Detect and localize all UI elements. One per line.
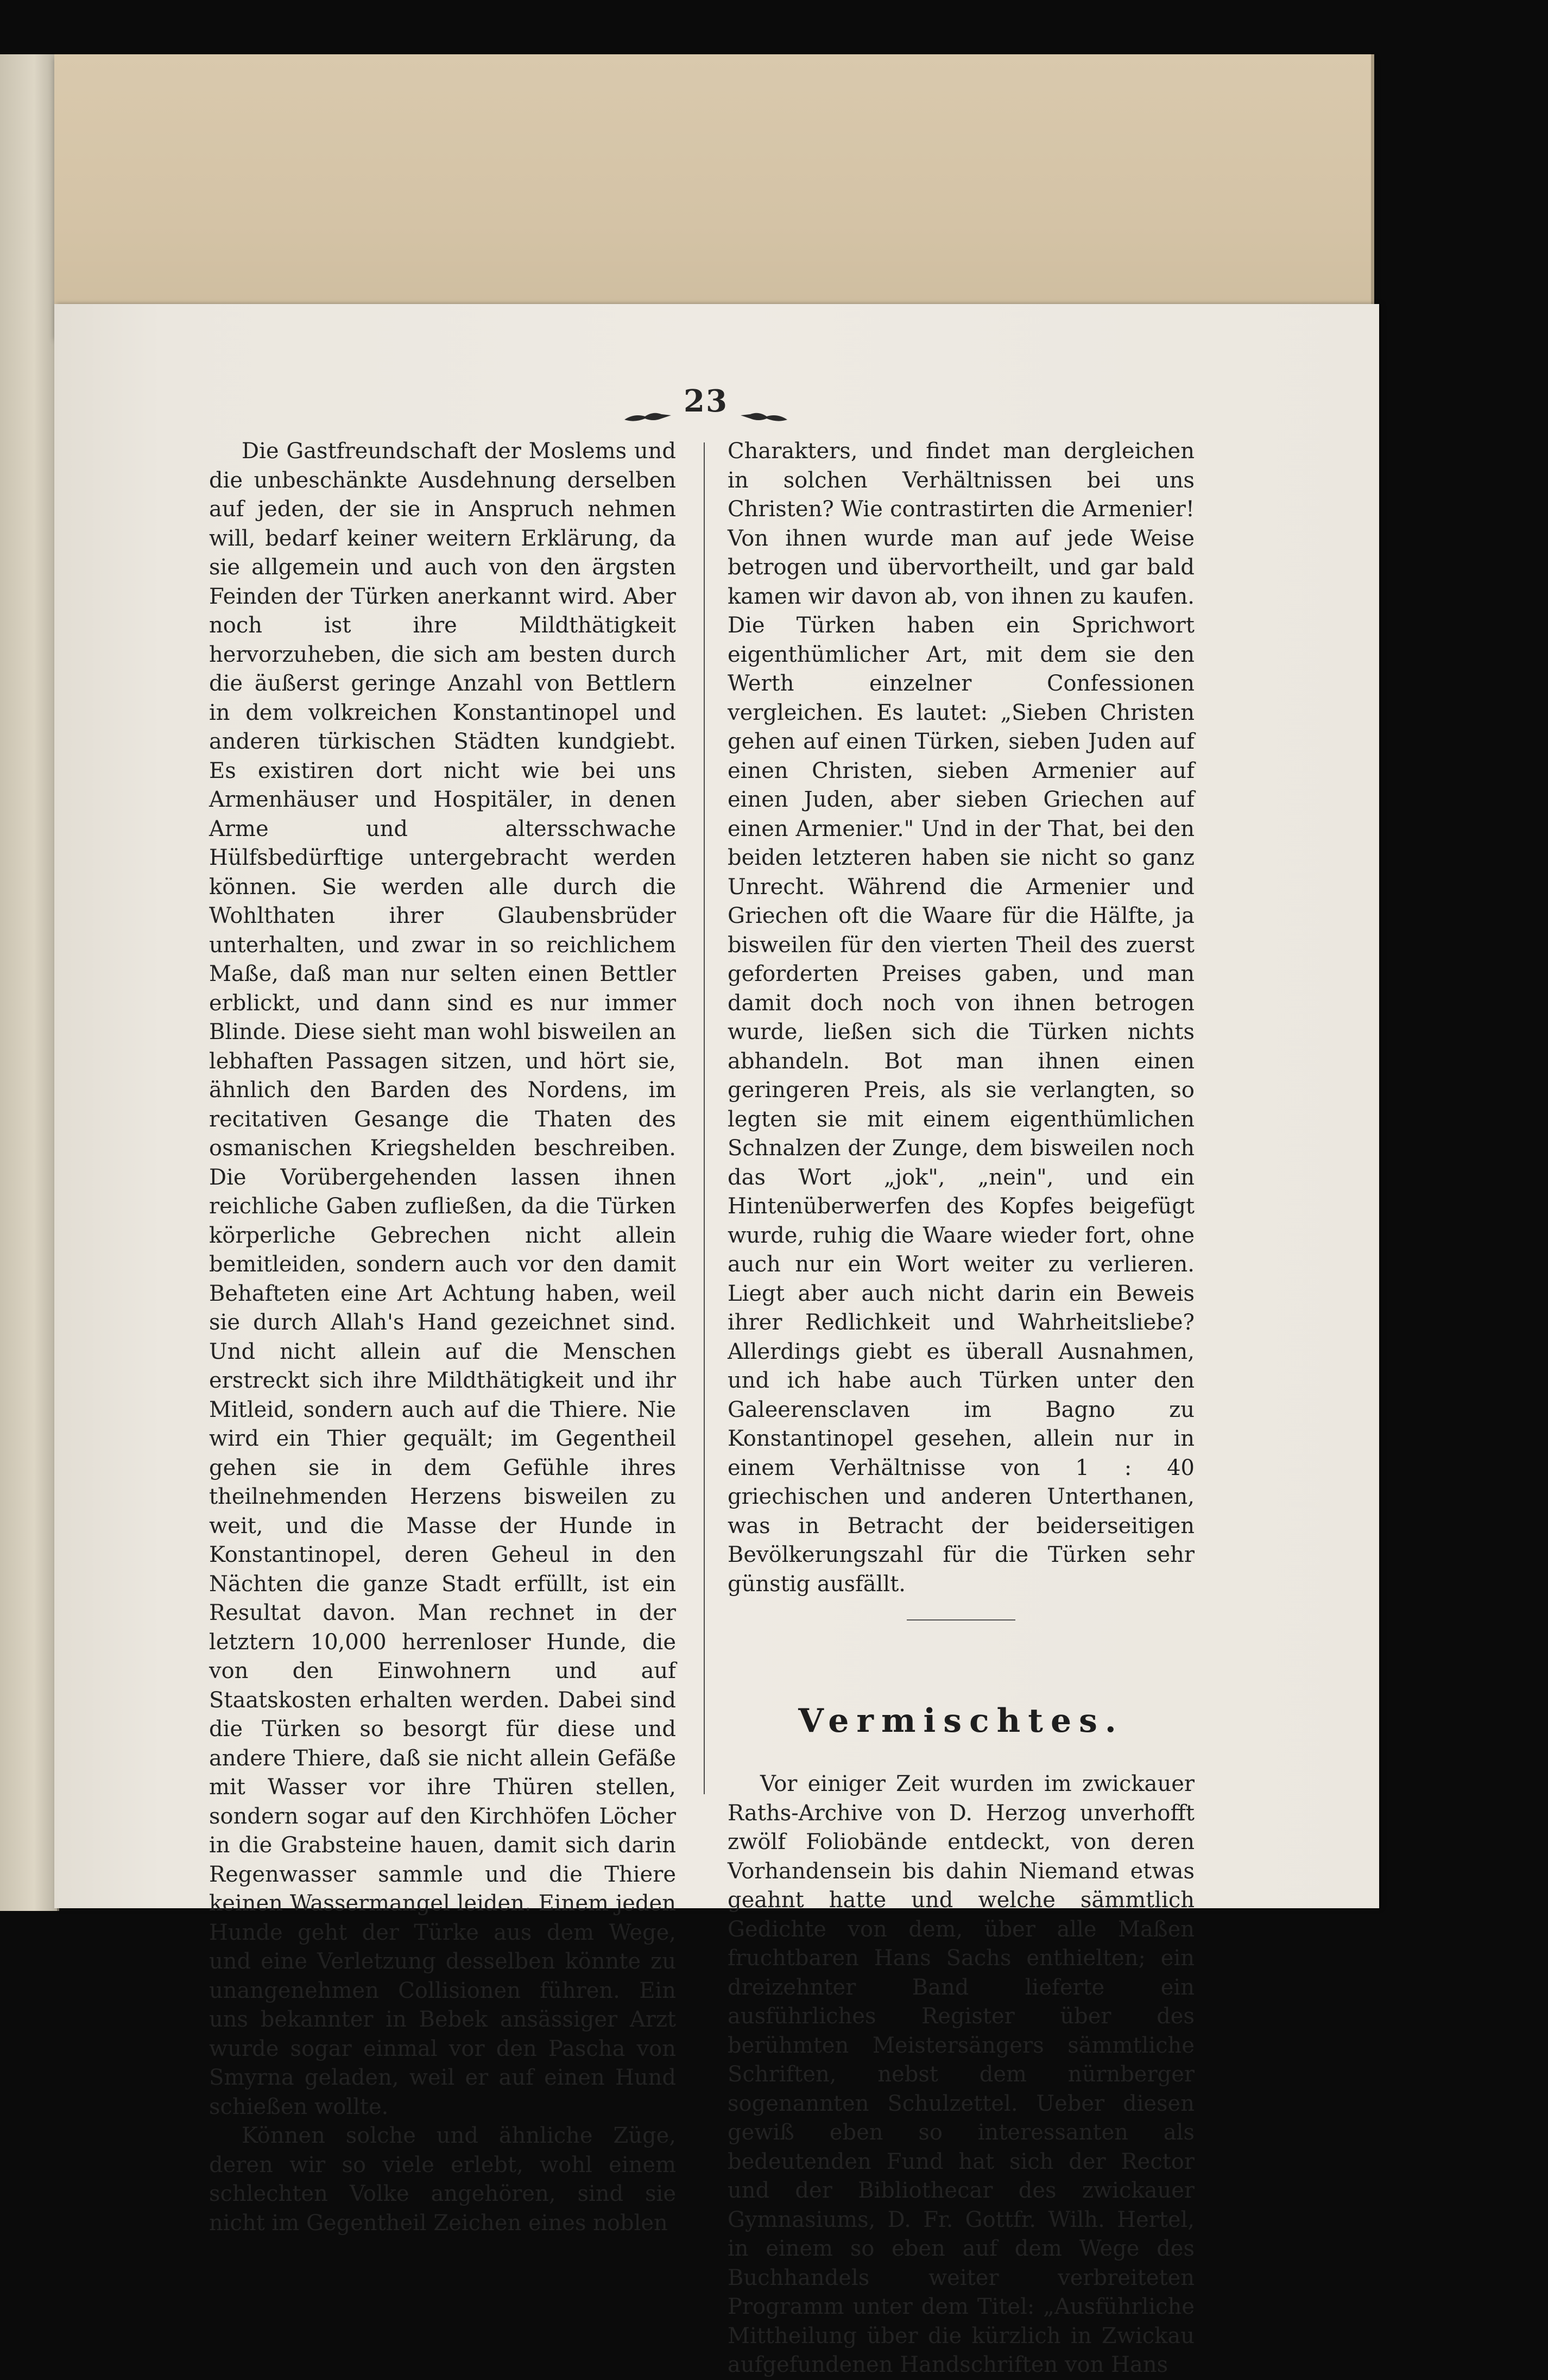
page-header — [597, 383, 814, 419]
right-column — [728, 437, 1195, 2380]
underlying-page — [54, 54, 1374, 337]
paragraph: Vor einiger Zeit wurden im zwickauer Raths-Archive von D. Herzog unverhofft zwölf Foliobände entdeckt, von deren Vorhandensein bis dahin Niemand etwas geahnt hatte und welche sämmtlich Gedichte von dem, über alle Maßen fruchtbaren Hans Sachs enthielten; ein dreizehnter Band lieferte ein ausführliches Register über des berühmten Meistersängers sämmtliche Schriften, nebst dem nürnberger sogenannten Schulzettel. Ueber diesen gewiß eben so interessanten als bedeutenden Fund hat sich der Rector und der Bibliothecar des zwickauer Gymnasiums, D. Fr. Gottfr. Wilh. Hertel, in einem so eben auf dem Wege des Buchhandels weiter verbreiteten Programm unter dem Titel: „Ausführliche Mittheilung über die kürzlich in Zwickau aufgefundenen Handschriften von Hans — [728, 1771, 1195, 2377]
column-divider — [704, 442, 705, 1794]
right-ornament-icon — [740, 396, 788, 411]
book-cover-edge — [0, 54, 59, 1911]
left-column — [209, 437, 676, 2238]
page-number: 23 — [684, 383, 728, 419]
section-heading: Vermischtes. — [798, 1702, 1124, 1740]
paragraph: Charakters, und findet man dergleichen in solchen Verhältnissen bei uns Christen? Wie contrastirten die Armenier! Von ihnen wurde man auf jede Weise betrogen und übervortheilt, und gar bald kamen wir davon ab, von ihnen zu kaufen. Die Türken haben ein Sprichwort eigenthümlicher Art, mit dem sie den Werth einzelner Confessionen vergleichen. Es lautet: „Sieben Christen gehen auf einen Türken, sieben Juden auf einen Christen, sieben Armenier auf einen Juden, aber sieben Griechen auf einen Armenier." Und in der That, bei den beiden letzteren haben sie nicht so ganz Unrecht. Während die Armenier und Griechen oft die Waare für die Hälfte, ja bisweilen für den vierten Theil des zuerst geforderten Preises gaben, und man damit doch noch von ihnen betrogen wurde, ließen sich die Türken nichts abhandeln. Bot man ihnen einen geringeren Preis, als sie verlangten, so legten sie mit einem eigenthümlichen Schnalzen der Zunge, dem bisweilen noch das Wort „jok", „nein", und ein Hintenüberwerfen des Kopfes beigefügt wurde, ruhig die Waare wieder fort, ohne auch nur ein Wort weiter zu verlieren. Liegt aber auch nicht darin ein Beweis ihrer Redlichkeit und Wahrheitsliebe? Allerdings giebt es überall Ausnahmen, und ich habe auch Türken unter den Galeerensclaven im Bagno zu Konstantinopel gesehen, allein nur in einem Verhältnisse von 1 : 40 griechischen und anderen Unterthanen, was in Betracht der beiderseitigen Bevölkerungszahl für die Türken sehr günstig ausfällt. — [728, 439, 1195, 1597]
section-rule — [907, 1619, 1015, 1621]
left-ornament-icon — [623, 396, 672, 411]
paragraph: Die Gastfreundschaft der Moslems und die unbeschänkte Ausdehnung derselben auf jeden, der sie in Anspruch nehmen will, bedarf keiner weitern Erklärung, da sie allgemein und auch von den ärgsten Feinden der Türken anerkannt wird. Aber noch ist ihre Mildthätigkeit hervorzuheben, die sich am besten durch die äußerst geringe Anzahl von Bettlern in dem volkreichen Konstantinopel und anderen türkischen Städten kundgiebt. Es existiren dort nicht wie bei uns Armenhäuser und Hospitäler, in denen Arme und altersschwache Hülfsbedürftige untergebracht werden können. Sie werden alle durch die Wohlthaten ihrer Glaubensbrüder unterhalten, und zwar in so reichlichem Maße, daß man nur selten einen Bettler erblickt, und dann sind es nur immer Blinde. Diese sieht man wohl bisweilen an lebhaften Passagen sitzen, und hört sie, ähnlich den Barden des Nordens, im recitativen Gesange die Thaten des osmanischen Kriegshelden beschreiben. Die Vorübergehenden lassen ihnen reichliche Gaben zufließen, da die Türken körperliche Gebrechen nicht allein bemitleiden, sondern auch vor den damit Behafteten eine Art Achtung haben, weil sie durch Allah's Hand gezeichnet sind. Und nicht allein auf die Menschen erstreckt sich ihre Mildthätigkeit und ihr Mitleid, sondern auch auf die Thiere. Nie wird ein Thier gequält; im Gegentheil gehen sie in dem Gefühle ihres theilnehmenden Herzens bisweilen zu weit, und die Masse der Hunde in Konstantinopel, deren Geheul in den Nächten die ganze Stadt erfüllt, ist ein Resultat davon. Man rechnet in der letztern 10,000 herrenloser Hunde, die von den Einwohnern und auf Staatskosten erhalten werden. Dabei sind die Türken so besorgt für diese und andere Thiere, daß sie nicht allein Gefäße mit Wasser vor ihre Thüren stellen, sondern sogar auf den Kirchhöfen Löcher in die Grabsteine hauen, damit sich darin Regenwasser sammle und die Thiere keinen Wassermangel leiden. Einem jeden Hunde geht der Türke aus dem Wege, und eine Verletzung desselben könnte zu unangenehmen Collisionen führen. Ein uns bekannter in Bebek ansässiger Arzt wurde sogar einmal vor den Pascha von Smyrna geladen, weil er auf einen Hund schießen wollte. — [209, 439, 676, 2119]
paragraph: Können solche und ähnliche Züge, deren wir so viele erlebt, wohl einem schlechten Volke angehören, sind sie nicht im Gegentheil Zeichen eines noblen — [209, 2123, 676, 2236]
